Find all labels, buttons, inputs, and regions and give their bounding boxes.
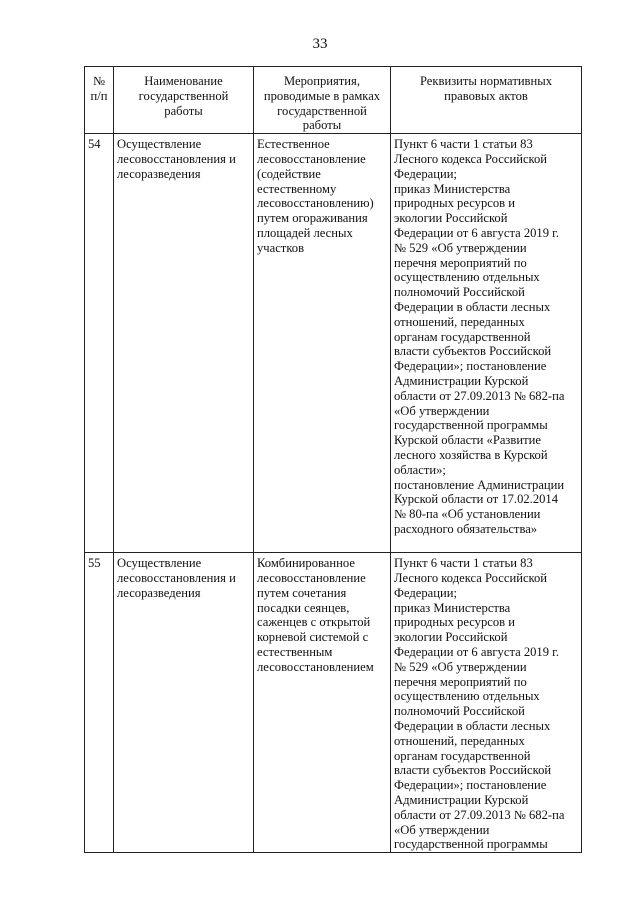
header-legal-acts: Реквизиты нормативных правовых актов <box>391 67 582 134</box>
row-number: 55 <box>85 553 114 853</box>
row-work-name: Осуществление лесовосстановления и лесоразведения <box>114 134 254 553</box>
page-number: 33 <box>312 36 328 52</box>
row-activities: Естественное лесовосстановление (содействие естественному лесовосстановлению) путем огораживания площадей лесных участков <box>254 134 391 553</box>
state-works-table <box>84 66 582 853</box>
row-activities: Комбинированное лесовосстановление путем сочетания посадки сеянцев, саженцев с открытой корневой системой с естественным лесовосстановлением <box>254 553 391 853</box>
header-number: № п/п <box>85 67 114 134</box>
table-row <box>85 553 582 853</box>
row-work-name: Осуществление лесовосстановления и лесоразведения <box>114 553 254 853</box>
table-row <box>85 134 582 553</box>
header-work-name: Наименование государственной работы <box>114 67 254 134</box>
row-legal-acts: Пункт 6 части 1 статьи 83 Лесного кодекса Российской Федерации; приказ Министерства природных ресурсов и экологии Российской Федерации от 6 августа 2019 г. № 529 «Об утверждении перечня мероприятий по осуществлению отдельных полномочий Российской Федерации в области лесных отношений, переданных органам государственной власти субъектов Российской Федерации»; постановление Администрации Курской области от 27.09.2013 № 682-па «Об утверждении государственной программы <box>391 553 582 853</box>
row-number: 54 <box>85 134 114 553</box>
header-activities: Мероприятия, проводимые в рамках государственной работы <box>254 67 391 134</box>
table-header-row <box>85 67 582 134</box>
row-legal-acts: Пункт 6 части 1 статьи 83 Лесного кодекса Российской Федерации; приказ Министерства природных ресурсов и экологии Российской Федерации от 6 августа 2019 г. № 529 «Об утверждении перечня мероприятий по осуществлению отдельных полномочий Российской Федерации в области лесных отношений, переданных органам государственной власти субъектов Российской Федерации»; постановление Администрации Курской области от 27.09.2013 № 682-па «Об утверждении государственной программы Курской области «Развитие лесного хозяйства в Курской области»; постановление Администрации Курской области от 17.02.2014 № 80-па «Об установлении расходного обязательства» <box>391 134 582 553</box>
